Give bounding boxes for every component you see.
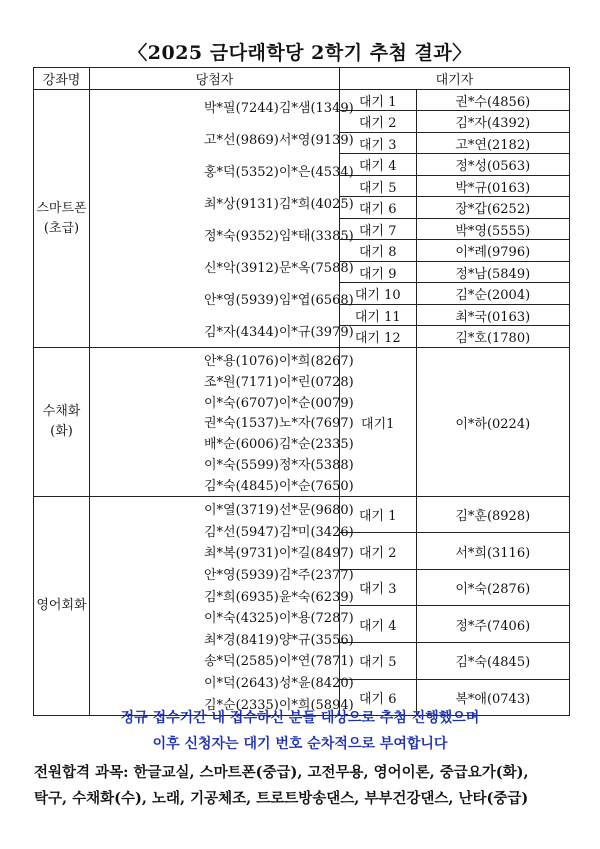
- winner-name: 김*주(2377): [278, 568, 354, 584]
- waiting-row: [340, 348, 569, 496]
- waiting-name: 정*성(0563): [416, 154, 569, 176]
- waiting-number: 대기 1: [340, 90, 416, 111]
- course-name: 스마트폰: [36, 200, 87, 216]
- winner-row: [90, 129, 354, 149]
- page-title: 〈2025 금다래학당 2학기 추첨 결과〉: [128, 42, 472, 64]
- winner-name: 안*용(1076): [204, 353, 279, 369]
- winner-name: 선*문(9680): [278, 503, 354, 519]
- winner-row: [90, 193, 354, 213]
- winner-name: 김*샘(1349): [278, 101, 354, 117]
- winner-name: 정*숙(9352): [204, 228, 279, 244]
- waiting-name: 김*순(2004): [416, 283, 569, 305]
- winner-row: [90, 564, 354, 584]
- winner-row: [90, 161, 354, 181]
- course-name-cell: [34, 90, 90, 348]
- waiting-number: 대기 3: [340, 132, 416, 154]
- winner-name: 안*영(5939): [204, 292, 279, 308]
- waiting-number: 대기 7: [340, 218, 416, 240]
- winner-name: 김*희(6935): [204, 589, 279, 605]
- winner-row: [90, 97, 354, 117]
- winner-name: 서*영(9139): [278, 133, 354, 149]
- waiting-row: [340, 218, 569, 240]
- winner-name: 양*규(3556): [278, 632, 354, 648]
- winner-row: [90, 586, 354, 605]
- winner-name: 노*자(7697): [278, 416, 354, 432]
- winner-row: [90, 475, 354, 494]
- winner-name: 이*린(0728): [278, 374, 354, 390]
- winner-name: 고*선(9869): [204, 133, 279, 149]
- waiting-row: [340, 90, 569, 111]
- winner-row: [90, 521, 354, 540]
- waiting-number: 대기 6: [340, 197, 416, 219]
- waiting-row: [340, 197, 569, 219]
- winner-name: 김*순(2335): [204, 697, 279, 713]
- winner-name: 이*열(3719): [204, 503, 279, 519]
- winner-row: [90, 371, 354, 390]
- waiting-number: 대기 11: [340, 304, 416, 326]
- winner-name: 이*규(3979): [278, 324, 354, 340]
- waiting-row: [340, 154, 569, 176]
- waiting-number: 대기1: [340, 348, 416, 496]
- waiting-row: [340, 111, 569, 133]
- all-pass-courses-line-1: 전원합격 과목: 한글교실, 스마트폰(중급), 고전무용, 영어이론, 중급요가(화),: [34, 764, 529, 781]
- winner-row: [90, 225, 354, 244]
- waiting-number: 대기 2: [340, 533, 416, 570]
- winner-row: [90, 542, 354, 562]
- waiting-name: 박*규(0163): [416, 175, 569, 197]
- waiting-cell: [340, 497, 570, 716]
- course-name: 영어회화: [36, 598, 87, 613]
- winner-name: 이*숙(6707): [204, 395, 279, 411]
- waiting-name: 장*갑(6252): [416, 197, 569, 219]
- header-winners: 당첨자: [90, 68, 340, 90]
- waiting-name: 이*숙(2876): [416, 569, 569, 606]
- waiting-number: 대기 2: [340, 111, 416, 133]
- winner-name: 신*악(3912): [204, 260, 279, 276]
- waiting-number: 대기 4: [340, 606, 416, 643]
- waiting-number: 대기 3: [340, 569, 416, 606]
- waiting-number: 대기 1: [340, 497, 416, 533]
- waiting-name: 권*수(4856): [416, 90, 569, 111]
- section-row: [34, 90, 570, 348]
- winner-name: 송*덕(2585): [204, 654, 279, 670]
- winners-cell: [90, 90, 354, 348]
- winner-row: [90, 607, 354, 627]
- winner-name: 이*덕(2643): [204, 676, 279, 692]
- all-pass-courses-line-2: 탁구, 수채화(수), 노래, 기공체조, 트로트방송댄스, 부부건강댄스, 난타(중급): [34, 790, 529, 807]
- winner-row: [90, 650, 354, 670]
- waiting-row: [340, 240, 569, 262]
- waiting-name: 이*하(0224): [455, 416, 531, 432]
- winner-row: [90, 499, 354, 519]
- header-course: 강좌명: [34, 68, 90, 90]
- winner-name: 이*은(4534): [278, 165, 354, 181]
- waiting-cell: [340, 348, 570, 497]
- results-table: [33, 67, 570, 716]
- waiting-row: [340, 304, 569, 326]
- waiting-cell: [340, 90, 570, 348]
- waiting-number: 대기 4: [340, 154, 416, 176]
- waiting-row: [340, 261, 569, 283]
- winner-name: 이*숙(4325): [204, 611, 279, 627]
- waiting-name: 정*주(7406): [416, 606, 569, 643]
- winner-name: 홍*덕(5352): [204, 165, 279, 181]
- course-name: 수채화(화): [42, 404, 81, 439]
- winner-name: 박*필(7244): [204, 101, 279, 117]
- winner-row: [90, 629, 354, 648]
- winner-row: [90, 412, 354, 432]
- waiting-name: 복*애(0743): [455, 691, 531, 707]
- waiting-name: 고*연(2182): [416, 132, 569, 154]
- winner-name: 최*복(9731): [204, 546, 279, 562]
- waiting-number: 대기 5: [340, 643, 416, 680]
- winner-name: 조*원(7171): [204, 374, 279, 390]
- waiting-name: 김*호(1780): [455, 331, 531, 347]
- waiting-number: 대기 9: [340, 261, 416, 283]
- waiting-number: 대기 10: [340, 283, 416, 305]
- winner-name: 정*자(5388): [278, 458, 354, 474]
- waiting-row: [340, 606, 569, 643]
- winner-name: 임*태(3385): [278, 228, 354, 244]
- winner-name: 권*숙(1537): [204, 416, 279, 432]
- winner-name: 성*윤(8420): [278, 676, 354, 692]
- winners-cell: [90, 348, 354, 497]
- notice-line-1: 정규 접수기간 내 접수하신 분들 대상으로 추첨 진행했으며: [120, 710, 480, 726]
- winner-row: [90, 321, 354, 340]
- winner-name: 김*선(5947): [204, 524, 279, 540]
- waiting-number: 대기 6: [340, 679, 416, 715]
- waiting-name: 정*남(5849): [416, 261, 569, 283]
- waiting-name: 김*자(4392): [416, 111, 569, 133]
- waiting-row: [340, 497, 569, 533]
- notice-line-2: 이후 신청자는 대기 번호 순차적으로 부여합니다: [152, 736, 448, 752]
- winner-row: [90, 257, 354, 276]
- winner-name: 임*엽(6568): [278, 292, 354, 308]
- waiting-name: 김*훈(8928): [416, 497, 569, 533]
- winner-name: 김*순(2335): [278, 437, 354, 453]
- winner-name: 김*미(3426): [278, 524, 354, 540]
- winner-name: 최*경(8419): [204, 632, 279, 648]
- section-row: [34, 497, 570, 716]
- winner-name: 김*자(4344): [204, 324, 279, 340]
- waiting-name: 최*국(0163): [416, 304, 569, 326]
- section-row: [34, 348, 570, 497]
- winner-name: 안*영(5939): [204, 568, 279, 584]
- course-level: (초급): [43, 220, 80, 236]
- winner-name: 최*상(9131): [204, 197, 279, 213]
- waiting-name: 박*영(5555): [416, 218, 569, 240]
- waiting-row: [340, 175, 569, 197]
- waiting-row: [340, 533, 569, 570]
- waiting-number: 대기 12: [340, 326, 416, 347]
- waiting-row: [340, 643, 569, 680]
- winner-row: [90, 289, 354, 308]
- winner-name: 윤*숙(6239): [278, 589, 354, 605]
- waiting-row: [340, 132, 569, 154]
- winner-row: [90, 454, 354, 474]
- winner-name: 문*옥(7588): [278, 260, 354, 276]
- winner-name: 이*순(7650): [278, 478, 354, 494]
- course-name-cell: [34, 497, 90, 716]
- winner-name: 이*길(8497): [278, 546, 354, 562]
- winner-name: 배*순(6006): [204, 437, 279, 453]
- waiting-name: 서*희(3116): [416, 533, 569, 570]
- winner-name: 이*희(5894): [278, 697, 354, 713]
- winner-row: [90, 392, 354, 411]
- winner-name: 이*희(8267): [278, 353, 354, 369]
- winners-cell: [90, 497, 354, 716]
- winner-row: [90, 672, 354, 692]
- winner-row: [90, 433, 354, 453]
- winner-name: 이*순(0079): [278, 395, 354, 411]
- waiting-row: [340, 283, 569, 305]
- winner-name: 김*숙(4845): [204, 478, 279, 494]
- waiting-row: [340, 326, 569, 347]
- winner-name: 이*연(7871): [278, 654, 354, 670]
- header-row: [34, 68, 570, 90]
- waiting-row: [340, 569, 569, 606]
- winner-row: [90, 350, 354, 369]
- header-waiting: 대기자: [340, 68, 570, 90]
- winner-name: 이*용(7287): [278, 611, 354, 627]
- waiting-number: 대기 8: [340, 240, 416, 262]
- course-name-cell: [34, 348, 90, 497]
- waiting-name: 이*례(9796): [416, 240, 569, 262]
- winner-name: 김*희(4025): [278, 197, 354, 213]
- waiting-name: 김*숙(4845): [416, 643, 569, 680]
- winner-name: 이*숙(5599): [204, 458, 279, 474]
- waiting-number: 대기 5: [340, 175, 416, 197]
